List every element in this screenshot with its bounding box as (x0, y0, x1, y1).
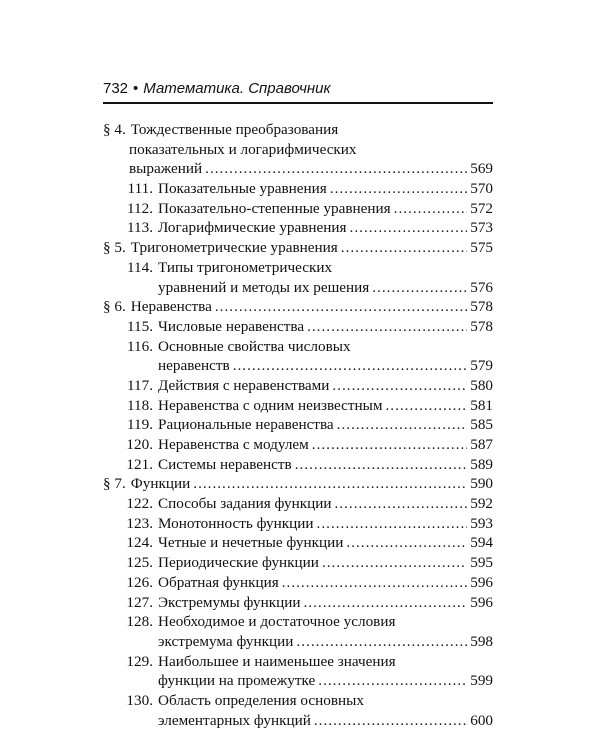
book-title: Математика. Справочник (143, 80, 331, 97)
toc-page-number: 593 (470, 514, 493, 532)
toc-entry-number: 117. (126, 376, 153, 394)
toc-page-number: 598 (470, 632, 493, 650)
page-number: 732 (103, 80, 129, 97)
toc-entry-number: 126. (126, 573, 153, 591)
toc-page-number: 581 (470, 396, 493, 414)
toc-entry-title: Показательно-степенные уравнения (158, 199, 391, 217)
toc-entry-title: Типы тригонометрических (158, 258, 333, 276)
toc-entry-title: Рациональные неравенства (158, 416, 334, 434)
toc-entry-number: § 6. (103, 298, 126, 316)
toc-entry (103, 179, 493, 199)
toc-entry-line (103, 376, 493, 396)
toc-entry (103, 455, 493, 475)
toc-page-number: 580 (470, 376, 493, 394)
toc-page-number: 590 (470, 475, 493, 493)
toc-page-number: 576 (470, 278, 493, 296)
toc-entry-number: 111. (127, 180, 153, 198)
toc-entry-line (103, 514, 493, 534)
dot-leader (341, 238, 467, 258)
toc-entry-line (103, 199, 493, 219)
toc-entry-title: Монотонность функции (158, 514, 314, 532)
toc-entry-title: уравнений и методы их решения (158, 278, 370, 296)
dot-leader (322, 553, 467, 573)
toc-page-number: 595 (470, 554, 493, 572)
toc-page-number: 594 (470, 534, 493, 552)
dot-leader (307, 317, 467, 337)
toc-entry-title: Числовые неравенства (158, 317, 305, 335)
toc-entry-number: § 7. (103, 475, 126, 493)
toc-entry (103, 652, 493, 691)
toc-page-number: 589 (470, 455, 493, 473)
toc-entry-title: Неравенства с одним неизвестным (158, 396, 383, 414)
header-rule (103, 102, 493, 104)
toc-entry-number: § 5. (103, 239, 126, 257)
toc-entry-number: 128. (126, 613, 153, 631)
toc-entry-title: Необходимое и достаточное условия (158, 613, 396, 631)
toc-page-number: 585 (470, 416, 493, 434)
toc-entry (103, 533, 493, 553)
toc-entry-title: неравенств (158, 357, 230, 375)
toc-entry-title: экстремума функции (158, 632, 294, 650)
toc-page-number: 569 (470, 160, 493, 178)
dot-leader (215, 297, 467, 317)
toc-entry-line (103, 238, 493, 258)
dot-leader (193, 474, 467, 494)
dot-leader (205, 159, 467, 179)
dot-leader (295, 455, 468, 475)
toc-entry-title: показательных и логарифмических (129, 140, 357, 158)
toc-entry-number: 121. (126, 455, 153, 473)
toc-entry (103, 218, 493, 238)
toc-entry (103, 396, 493, 416)
toc-entry-number: 122. (126, 495, 153, 513)
toc-entry-number: 114. (126, 258, 153, 276)
toc-entry-title: Системы неравенств (158, 455, 292, 473)
toc-entry-title: Экстремумы функции (158, 593, 301, 611)
toc-entry-line (103, 179, 493, 199)
toc-entry-title: Функции (130, 475, 191, 493)
toc-page-number: 578 (470, 298, 493, 316)
toc-page-number: 575 (470, 239, 493, 257)
dot-leader (318, 671, 467, 691)
toc-entry-title: Действия с неравенствами (158, 376, 330, 394)
toc-entry-line (103, 533, 493, 553)
toc-entry (103, 573, 493, 593)
toc-entry-line (103, 218, 493, 238)
toc-entry-title: Логарифмические уравнения (158, 219, 347, 237)
toc-entry-title: Неравенства (130, 298, 212, 316)
dot-leader (314, 711, 467, 731)
toc-entry-title: Наибольшее и наименьшее значения (158, 652, 396, 670)
toc-entry-number: 120. (126, 436, 153, 453)
toc-entry-number: 123. (126, 514, 153, 532)
toc-page-number: 596 (470, 573, 493, 591)
toc-entry (103, 514, 493, 534)
header-separator: • (133, 80, 139, 97)
toc-entry (103, 258, 493, 297)
toc-entry-line (103, 632, 493, 652)
dot-leader (332, 376, 467, 396)
dot-leader (372, 278, 467, 298)
dot-leader (296, 632, 467, 652)
toc-entry-line (103, 258, 493, 278)
toc-entry (103, 435, 493, 455)
page-header (103, 80, 331, 97)
toc-entry (103, 199, 493, 219)
toc-entry (103, 553, 493, 573)
toc-entry-line (103, 396, 493, 416)
toc-entry (103, 317, 493, 337)
toc-page-number: 596 (470, 593, 493, 611)
toc-page-number: 592 (470, 495, 493, 513)
dot-leader (312, 435, 467, 455)
dot-leader (233, 356, 468, 376)
dot-leader (394, 199, 468, 219)
toc-entry-line (103, 120, 493, 140)
toc-entry-line (103, 415, 493, 435)
toc-entry-line (103, 671, 493, 691)
toc-entry-title: Область определения основных (158, 691, 364, 709)
toc-entry-number: 130. (126, 691, 153, 709)
toc-entry-number: 119. (126, 416, 153, 434)
toc-entry-title: Обратная функция (158, 573, 279, 591)
toc-entry-line (103, 612, 493, 632)
toc-entry-line (103, 356, 493, 376)
toc-entry-number: 118. (126, 396, 153, 414)
dot-leader (337, 415, 468, 435)
toc-section-entry (103, 238, 493, 258)
toc-entry-line (103, 474, 493, 494)
toc-entry-title: Четные и нечетные функции (158, 534, 344, 552)
toc-entry-line (103, 553, 493, 573)
toc-entry-number: 127. (126, 593, 153, 611)
toc-entry-line (103, 278, 493, 298)
toc-entry (103, 691, 493, 730)
toc-entry (103, 494, 493, 514)
toc-entry-title: Тригонометрические уравнения (130, 239, 338, 257)
dot-leader (304, 593, 468, 613)
toc-entry-line (103, 573, 493, 593)
dot-leader (350, 218, 468, 238)
toc-entry-number: 116. (126, 337, 153, 355)
toc-entry-line (103, 455, 493, 475)
toc-entry (103, 376, 493, 396)
toc-page-number: 600 (470, 711, 493, 729)
toc-section-entry (103, 120, 493, 179)
toc-entry-title: Тождественные преобразования (130, 121, 339, 138)
toc-entry-title: выражений (129, 160, 203, 178)
toc-entry-line (103, 711, 493, 731)
toc-entry-line (103, 140, 493, 160)
dot-leader (335, 494, 468, 514)
toc-entry-line (103, 652, 493, 672)
toc-entry-title: Периодические функции (158, 554, 319, 572)
toc-entry (103, 593, 493, 613)
table-of-contents (103, 120, 493, 730)
toc-entry-title: Неравенства с модулем (158, 436, 309, 453)
toc-entry-line (103, 691, 493, 711)
toc-entry-line (103, 337, 493, 357)
toc-entry-line (103, 435, 493, 455)
toc-page-number: 570 (470, 180, 493, 198)
toc-entry-number: 129. (126, 652, 153, 670)
dot-leader (346, 533, 467, 553)
toc-entry-number: 125. (126, 554, 153, 572)
toc-entry-line (103, 317, 493, 337)
toc-entry-number: § 4. (103, 121, 126, 138)
toc-entry-line (103, 494, 493, 514)
toc-entry-number: 113. (126, 219, 153, 237)
toc-entry-line (103, 297, 493, 317)
toc-page-number: 572 (470, 199, 493, 217)
toc-entry-title: функции на промежутке (158, 672, 316, 690)
toc-entry (103, 337, 493, 376)
dot-leader (282, 573, 467, 593)
toc-section-entry (103, 297, 493, 317)
toc-entry (103, 612, 493, 651)
toc-page-number: 587 (470, 436, 493, 453)
dot-leader (317, 514, 468, 534)
toc-entry-title: элементарных функций (158, 711, 311, 729)
toc-entry-number: 112. (126, 199, 153, 217)
toc-entry-title: Основные свойства числовых (158, 337, 351, 355)
toc-page-number: 573 (470, 219, 493, 237)
toc-page-number: 578 (470, 317, 493, 335)
toc-entry (103, 415, 493, 435)
toc-entry-title: Показательные уравнения (158, 180, 327, 198)
toc-entry-title: Способы задания функции (158, 495, 332, 513)
toc-page-number: 579 (470, 357, 493, 375)
toc-section-entry (103, 474, 493, 494)
toc-entry-line (103, 159, 493, 179)
toc-entry-number: 115. (126, 317, 153, 335)
toc-page-number: 599 (470, 672, 493, 690)
dot-leader (385, 396, 467, 416)
toc-entry-line (103, 593, 493, 613)
toc-entry-number: 124. (126, 534, 153, 552)
dot-leader (330, 179, 467, 199)
